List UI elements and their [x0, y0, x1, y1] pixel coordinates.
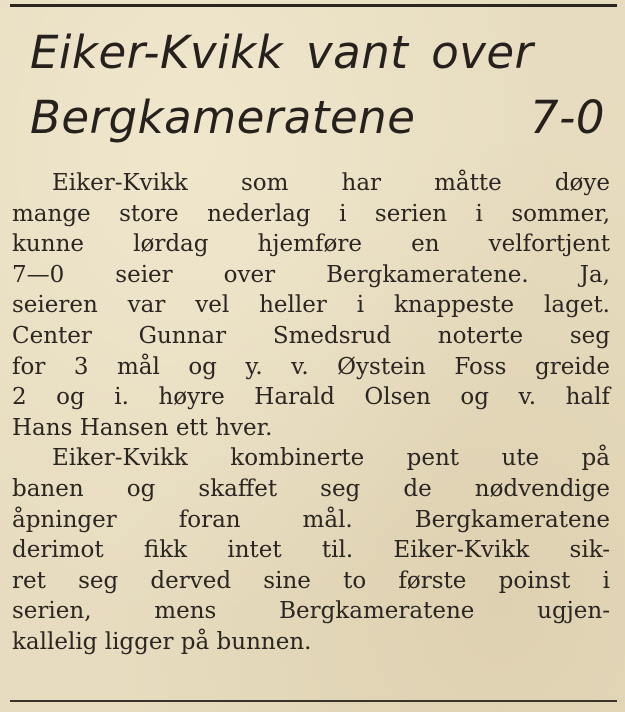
text-line: 7—0 seier over Bergkameratene. Ja,	[12, 261, 610, 288]
text-line: seieren var vel heller i knappeste laget.	[12, 292, 610, 319]
paragraph-1	[12, 168, 610, 443]
headline-line-2-left: Bergkameratene	[30, 91, 416, 144]
text-line: derimot fikk intet til. Eiker-Kvikk sik-	[12, 537, 610, 564]
text-line: ret seg derved sine to første poinst i	[12, 567, 610, 594]
text-line: Center Gunnar Smedsrud noterte seg	[12, 322, 610, 349]
headline-line-2	[30, 85, 605, 150]
article-headline	[30, 20, 605, 150]
text-line: banen og skaffet seg de nødvendige	[12, 475, 610, 502]
text-line: serien, mens Bergkameratene ugjen-	[12, 598, 610, 625]
text-line: kallelig ligger på bunnen.	[12, 628, 312, 655]
text-line: Hans Hansen ett hver.	[12, 414, 273, 441]
text-line: åpninger foran mål. Bergkameratene	[12, 506, 610, 533]
headline-line-1: Eiker-Kvikk vant over	[30, 26, 534, 79]
headline-score: 7-0	[530, 91, 605, 144]
bottom-rule	[10, 700, 617, 702]
text-line: Eiker-Kvikk kombinerte pent ute på	[52, 445, 610, 472]
text-line: 2 og i. høyre Harald Olsen og v. half	[12, 384, 610, 411]
text-line: for 3 mål og y. v. Øystein Foss greide	[12, 353, 610, 380]
paragraph-2	[12, 443, 610, 657]
text-line: Eiker-Kvikk som har måtte døye	[52, 170, 610, 196]
text-line: mange store nederlag i serien i sommer,	[12, 200, 610, 227]
text-line: kunne lørdag hjemføre en velfortjent	[12, 231, 610, 258]
top-rule	[10, 4, 617, 7]
article-body	[12, 168, 610, 658]
